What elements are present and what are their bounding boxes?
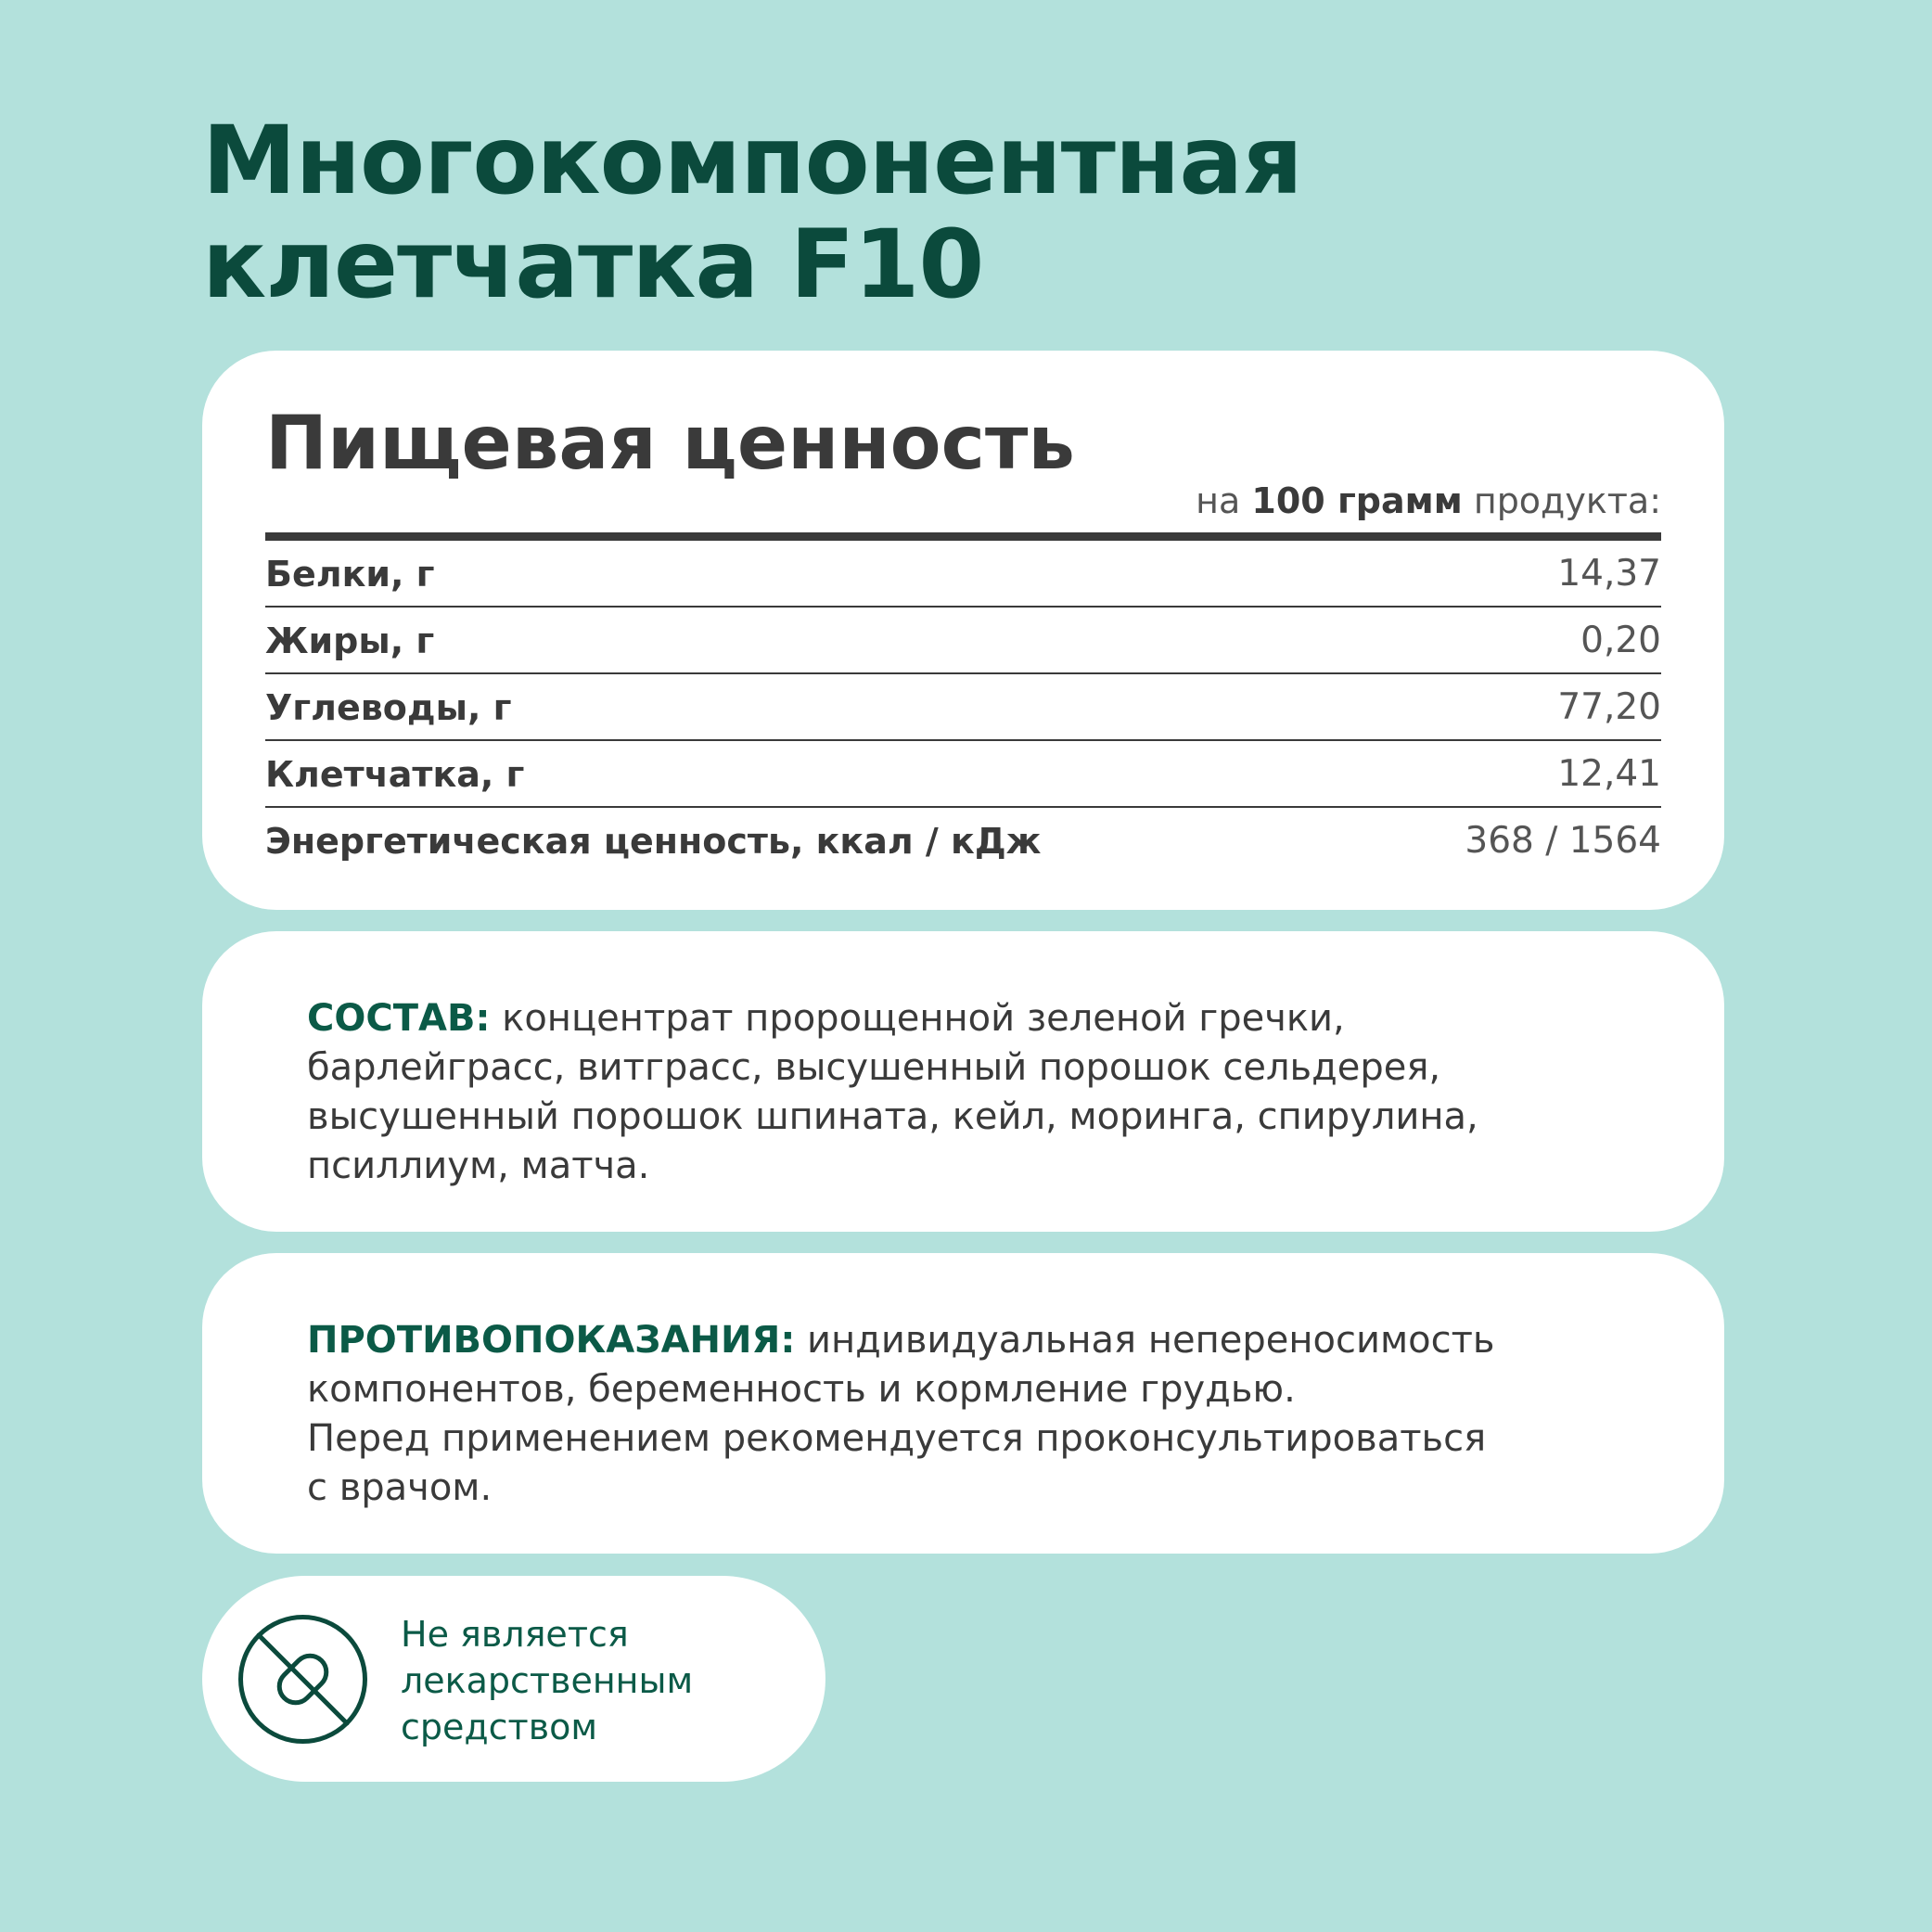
notice-line-3: средством xyxy=(401,1707,598,1747)
page-title-line-2: клетчатка F10 xyxy=(202,210,984,320)
contraindications-label: ПРОТИВОПОКАЗАНИЯ: xyxy=(307,1319,796,1362)
table-row-protein xyxy=(265,541,1661,608)
composition-card xyxy=(202,931,1724,1232)
notice-line-2: лекарственным xyxy=(401,1660,694,1701)
composition-text xyxy=(307,994,1661,1191)
serving-basis-suffix: продукта: xyxy=(1462,480,1661,521)
composition-line-3: высушенный порошок шпината, кейл, моринга, спирулина, xyxy=(307,1095,1478,1138)
row-label: Энергетическая ценность, ккал / кДж xyxy=(265,820,1042,862)
nutrition-table xyxy=(265,541,1661,873)
composition-line-2: барлейграсс, витграсс, высушенный порошок сельдерея, xyxy=(307,1046,1441,1089)
row-value: 77,20 xyxy=(1557,686,1661,728)
contraindications-line-2: компонентов, беременность и кормление грудью. xyxy=(307,1368,1296,1411)
composition-text-part: концентрат пророщенной зеленой гречки, xyxy=(490,997,1345,1040)
row-label: Клетчатка, г xyxy=(265,753,525,795)
row-label: Жиры, г xyxy=(265,620,435,661)
row-label: Белки, г xyxy=(265,553,435,595)
notice-line-1: Не является xyxy=(401,1614,629,1655)
composition-line-1 xyxy=(307,994,1661,1043)
page-title xyxy=(202,106,1779,320)
no-pill-icon xyxy=(237,1614,368,1745)
contraindications-text-part: индивидуальная непереносимость xyxy=(795,1319,1495,1362)
contraindications-line-4: с врачом. xyxy=(307,1466,493,1509)
table-row-fat xyxy=(265,608,1661,674)
contraindications-text xyxy=(307,1316,1661,1513)
serving-basis xyxy=(1196,479,1661,523)
composition-line-4: псиллиум, матча. xyxy=(307,1145,650,1187)
table-row-energy xyxy=(265,808,1661,873)
row-value: 0,20 xyxy=(1580,620,1661,661)
row-value: 368 / 1564 xyxy=(1465,820,1661,862)
table-row-fiber xyxy=(265,741,1661,808)
row-label: Углеводы, г xyxy=(265,686,512,728)
table-header-divider xyxy=(265,532,1661,541)
page-title-line-1: Многокомпонентная xyxy=(202,106,1302,216)
row-value: 14,37 xyxy=(1557,553,1661,595)
contraindications-line-3: Перед применением рекомендуется проконсультироваться xyxy=(307,1417,1487,1460)
not-a-medicine-badge xyxy=(202,1576,825,1782)
composition-label: СОСТАВ: xyxy=(307,997,491,1040)
nutrition-facts-card xyxy=(202,351,1724,910)
table-row-carbohydrates xyxy=(265,674,1661,741)
contraindications-line-1 xyxy=(307,1316,1661,1365)
serving-basis-prefix: на xyxy=(1196,480,1252,521)
not-a-medicine-text xyxy=(401,1611,693,1750)
row-value: 12,41 xyxy=(1557,753,1661,795)
nutrition-heading: Пищевая ценность xyxy=(265,400,1075,486)
serving-basis-amount: 100 грамм xyxy=(1251,480,1463,521)
contraindications-card xyxy=(202,1253,1724,1554)
